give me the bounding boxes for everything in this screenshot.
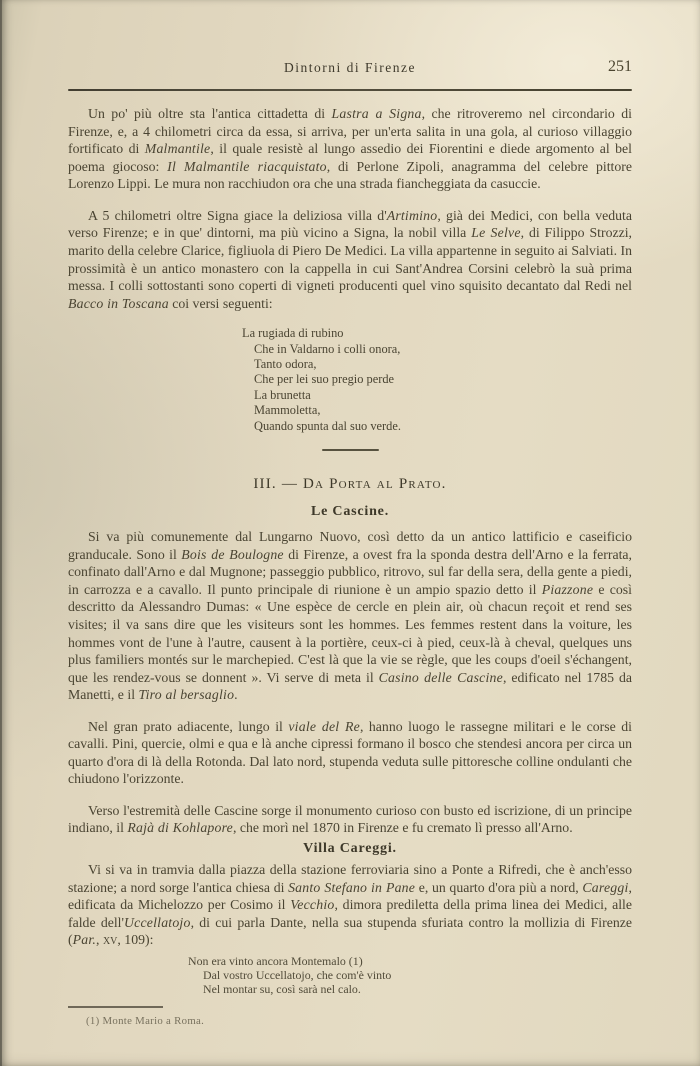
text-run: , hanno luogo le rassegne militari e le corse di cavalli. Pini, quercie, olmi e qua e là anche cipressi formano il bosco che stendesi ancora per circa un quarto d'ora di là della Rotonda. Dal lato nord, stupenda veduta sulle pittoresche colline ondulanti che chiudono l'orizzonte. [68, 718, 632, 787]
section-divider-rule [322, 449, 379, 451]
text-run: , di Filippo Strozzi, marito della celebre Clarice, figliuola di Piero De Medici. La villa appartenne in seguito ai Salviati. In prossimità è un antico monastero con la cappella in cui Sant'Andrea Corsini celebrò la suà prima messa. I colli sottostanti sono coperti di vigneti producenti quel vino squisito decantato dal Redi nel [68, 225, 633, 294]
subsection-heading-villa-careggi: Villa Careggi. [303, 841, 397, 857]
italic-text-run: Bois de Boulogne [181, 546, 284, 562]
poem-line: Che in Valdarno i colli onora, [254, 341, 401, 356]
text-run: , di cui parla Dante, nella sua stupenda sfuriata contro la mollizia di Firenze ( [68, 914, 632, 948]
text-run: , di Perlone Zipoli, anagramma del celebre pittore Lorenzo Lippi. Le mura non racchiudon ora che una strada fiancheggiata da casuccie. [68, 158, 632, 192]
footnote-separator-rule [68, 1006, 163, 1008]
text-run: , il quale resistè al lungo assedio dei Fiorentini e diede argomento al bel poema giocoso: [68, 141, 632, 174]
text-run: . [234, 687, 238, 703]
text-run: , 109): [117, 932, 154, 948]
italic-text-run: Uccellatojo [124, 914, 191, 930]
poem-line: Nel montar su, così sarà nel calo. [203, 982, 361, 997]
text-run: , edificata da Michelozzo per Cosimo il [68, 879, 632, 913]
italic-text-run: Vecchio [290, 897, 335, 913]
text-run: e, un quarto d'ora più a nord, [415, 879, 583, 895]
poem-line: La rugiada di rubino [242, 326, 344, 341]
paragraph-raja-kohlapore [68, 802, 632, 837]
paragraph-le-cascine [68, 528, 632, 704]
text-run: , che ritroveremo nel circondario di Firenze, e, a 4 chilometri circa da essa, si arriva, per un'erta salita in una gola, al curioso villaggio fortificato di [68, 106, 633, 157]
text-run: di Firenze, a ovest fra la sponda destra dell'Arno e la ferrata, confinato dall'Arno e dal Mugnone; passeggio pubblico, ritrovo, sul far della sera, della gente a piedi, in carrozza e a cavallo. Il punto principale di riunione è un ampio spazio detto il [68, 546, 632, 597]
italic-text-run: Par. [72, 932, 97, 948]
italic-text-run: viale del Re [288, 718, 360, 734]
italic-text-run: Careggi [582, 879, 629, 895]
italic-text-run: Il Malmantile riacquistato [167, 158, 327, 174]
italic-text-run: Tiro al bersaglio [138, 687, 235, 703]
text-run: , già dei Medici, con bella veduta verso Firenze; e in que' dintorni, ma più vicino a Signa, la nobil villa [68, 207, 632, 241]
poem-line: Quando spunta dal suo verde. [254, 418, 401, 433]
text-run: Verso l'estremità delle Cascine sorge il monumento curioso con busto ed iscrizione, di un principe indiano, il [68, 802, 632, 836]
poem-line: Dal vostro Uccellatojo, che com'è vinto [203, 968, 392, 983]
italic-text-run: Le Selve [471, 225, 521, 241]
running-header [68, 0, 632, 80]
text-run: , [96, 932, 103, 948]
italic-text-run: Malmantile [144, 141, 211, 157]
page-number: 251 [608, 58, 632, 75]
text-run: Si va più comunemente dal Lungarno Nuovo, così detto da un antico lattificio e caseificio granducale. Sono il [68, 528, 632, 562]
header-rule [68, 89, 632, 91]
section-heading-da-porta-al-prato: III. — Da Porta al Prato. [253, 475, 447, 492]
italic-text-run: Piazzone [541, 581, 594, 597]
italic-text-run: Rajà di Kohlapore [127, 820, 234, 836]
italic-text-run: Artimino [386, 207, 438, 223]
italic-text-run: Casino delle Cascine [378, 669, 503, 685]
poem-line: Che per lei suo pregio perde [254, 372, 395, 387]
poem-line: Tanto odora, [254, 356, 317, 371]
poem-line: Non era vinto ancora Montemalo (1) [188, 954, 363, 969]
italic-text-run: Santo Stefano in Pane [288, 879, 416, 895]
italic-text-run: Lastra a Signa [331, 106, 422, 121]
paragraph-gran-prato [68, 718, 632, 788]
footnote-monte-mario: (1) Monte Mario a Roma. [86, 1014, 205, 1027]
poem-line: Mammoletta, [254, 403, 321, 418]
text-run: , che morì nel 1870 in Firenze e fu cremato lì presso all'Arno. [233, 820, 573, 836]
text-run: e così descritto da Alessandro Dumas: « Une espèce de cercle en plein air, où chacun reçoit et rend ses visites; il va sans dire que les visiteurs sont les hommes. Les femmes restent dans la voiture, les hommes vont de l'une à l'autre, causent à la portière, ceux-ci à pied, ceux-là à cheval, quelques uns plus familiers montés sur le marchepied. C'est là que la vie se règle, que les coups d'oeil s'échangent, que les rendez-vous se donnent ». Vi serve di meta il [68, 581, 633, 685]
text-run: Nel gran prato adiacente, lungo il [88, 718, 289, 734]
text-run: coi versi seguenti: [168, 295, 273, 311]
poem-dante-paradiso [188, 954, 632, 997]
paragraph-artimino [68, 207, 632, 313]
paragraph-villa-careggi [68, 861, 632, 949]
poem-redi-bacco-in-toscana [242, 326, 632, 434]
text-run: , edificato nel 1785 da Manetti, e il [68, 669, 632, 703]
poem-line: La brunetta [254, 387, 311, 402]
text-run: A 5 chilometri oltre Signa giace la deliziosa villa d' [88, 207, 387, 223]
subsection-heading-le-cascine: Le Cascine. [310, 503, 389, 519]
italic-text-run: Bacco in Toscana [68, 295, 169, 311]
text-run: Vi si va in tramvia dalla piazza della stazione ferroviaria sino a Ponte a Rifredi, che è anch'esso stazione; a nord sorge l'antica chiesa di [68, 862, 632, 895]
scan-gutter-shadow [0, 0, 2, 1066]
text-run: xv [102, 932, 118, 948]
text-run: , dimora prediletta della prima linea dei Medici, alle falde dell' [68, 897, 633, 930]
running-header-title: Dintorni di Firenze [284, 60, 416, 75]
paragraph-lastra-signa [68, 105, 632, 193]
text-run: Un po' più oltre sta l'antica cittadetta di [88, 106, 332, 121]
